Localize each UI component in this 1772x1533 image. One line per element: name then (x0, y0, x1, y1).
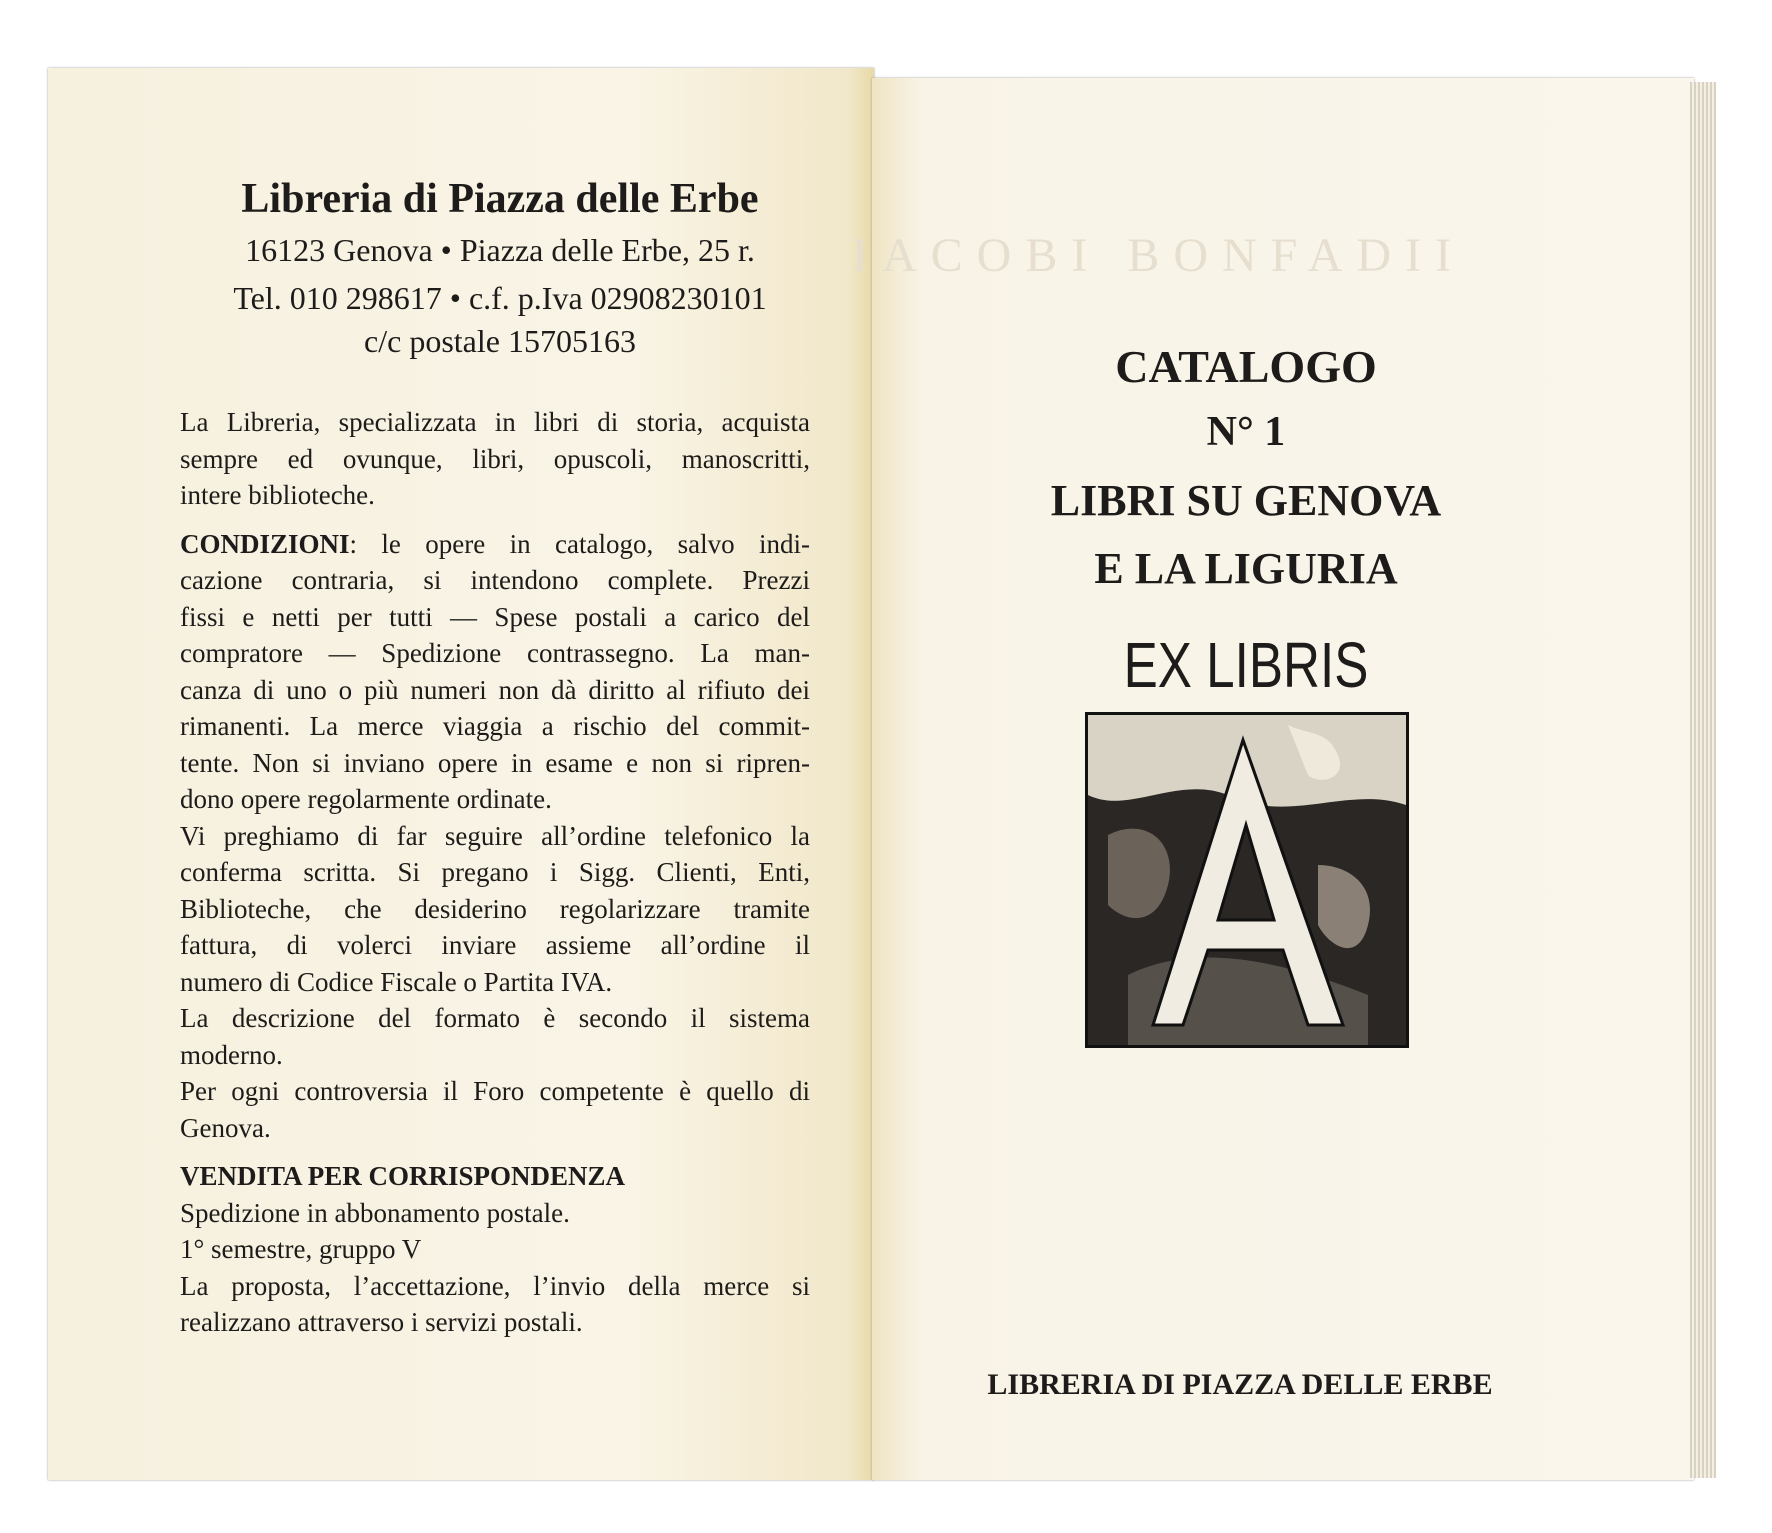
catalog-subject-line-2: E LA LIGURIA (1094, 544, 1398, 593)
text-line: intere biblioteche. (180, 480, 375, 510)
woodcut-initial: A (1388, 1035, 1389, 1036)
bleed-through-text: IACOBI BONFADII (852, 229, 1466, 282)
text-line: compratore — Spedizione contrassegno. La man- (180, 638, 810, 668)
catalog-subject-line-1: LIBRI SU GENOVA (1050, 476, 1442, 525)
text-line: dono opere regolarmente ordinate. (180, 784, 552, 814)
ex-libris-heading: EX LIBRIS (1123, 629, 1369, 701)
text-line: Genova. (180, 1113, 271, 1143)
text-line: tente. Non si inviano opere in esame e non si ripren- (180, 748, 810, 778)
text-line: Biblioteche, che desiderino regolarizzare tramite (180, 894, 810, 924)
text-line: cazione contraria, si intendono complete. Prezzi (180, 565, 810, 595)
text-line: Spedizione in abbonamento postale. (180, 1198, 570, 1228)
text-line: conferma scritta. Si pregano i Sigg. Clienti, Enti, (180, 857, 810, 887)
sales-heading: VENDITA PER CORRISPONDENZA (180, 1161, 626, 1191)
text-line: Per ogni controversia il Foro competente è quello di (180, 1076, 810, 1106)
text-line: La proposta, l’accettazione, l’invio della merce si (180, 1271, 810, 1301)
text-line: fattura, di volerci inviare assieme all’ordine il (180, 930, 810, 960)
postal-account: c/c postale 15705163 (364, 323, 636, 359)
page-edges (1690, 82, 1716, 1478)
phone-vat: Tel. 010 298617 • c.f. p.Iva 02908230101 (233, 280, 767, 316)
text-line: La Libreria, specializzata in libri di storia, acquista (180, 407, 810, 437)
text-line: canza di uno o più numeri non dà diritto al rifiuto dei (180, 675, 810, 705)
catalog-heading: CATALOGO (1115, 341, 1377, 392)
ex-libris-woodcut (1085, 712, 1409, 1048)
text-line: fissi e netti per tutti — Spese postali a carico del (180, 602, 810, 632)
catalog-number: N° 1 (1206, 409, 1286, 455)
text-line: sempre ed ovunque, libri, opuscoli, manoscritti, (180, 444, 810, 474)
woodcut-illustration-icon (1088, 715, 1406, 1045)
address: 16123 Genova • Piazza delle Erbe, 25 r. (245, 232, 755, 268)
publisher-footer: LIBRERIA DI PIAZZA DELLE ERBE (987, 1368, 1493, 1401)
text-line: Vi preghiamo di far seguire all’ordine telefonico la (180, 821, 810, 851)
text-line: La descrizione del formato è secondo il sistema (180, 1003, 810, 1033)
bookstore-title: Libreria di Piazza delle Erbe (241, 176, 759, 222)
conditions-label: CONDIZIONI (180, 529, 350, 559)
text-line: numero di Codice Fiscale o Partita IVA. (180, 967, 613, 997)
conditions-text-start: : le opere in catalogo, salvo indi- (349, 529, 810, 559)
text-line: 1° semestre, gruppo V (180, 1234, 422, 1264)
text-line: realizzano attraverso i servizi postali. (180, 1307, 583, 1337)
text-line: moderno. (180, 1040, 283, 1070)
text-line (180, 529, 810, 559)
text-line: rimanenti. La merce viaggia a rischio del commit- (180, 711, 810, 741)
